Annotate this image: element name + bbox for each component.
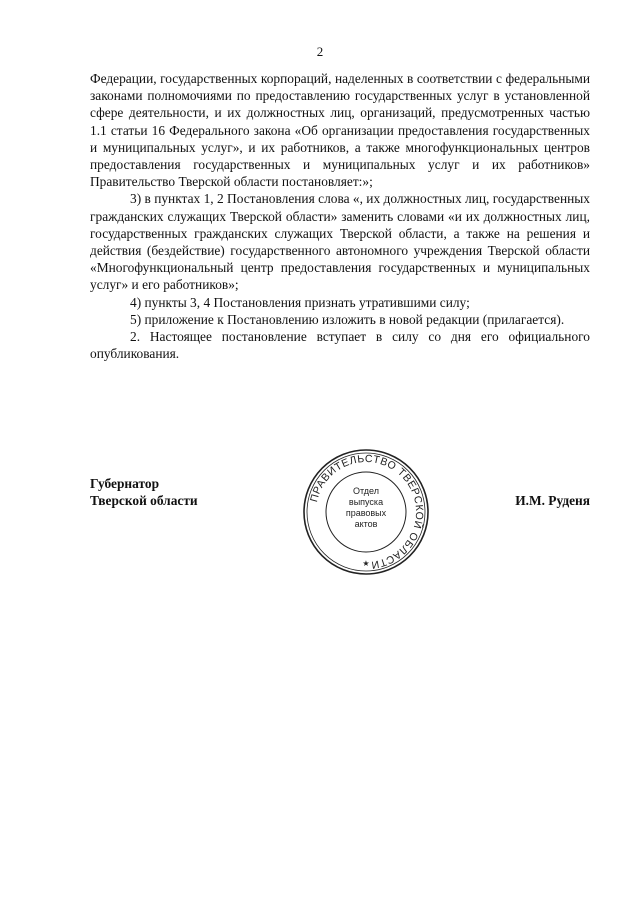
seal-center-line3: правовых xyxy=(345,508,387,518)
page-number: 2 xyxy=(316,44,324,59)
official-seal xyxy=(300,446,432,578)
paragraph-continuation: Федерации, государственных корпораций, наделенных в соответствии с федеральными законами полномочиями по предоставлению государственных услуг в установленной сфере деятельности, и их должностных лиц, организаций, предусмотренных частью 1.1 статьи 16 Федерального закона «Об организации предоставления государственных и муниципальных услуг», и их работников, а также многофункциональных центров предоставления государственных и муниципальных услуг и их работников» Правительство Тверской области постановляет:»; xyxy=(90,71,590,190)
svg-text:★: ★ xyxy=(362,559,370,568)
paragraph-item-3: 3) в пунктах 1, 2 Постановления слова «, их должностных лиц, государственных гражданских служащих Тверской области» заменить словами «и их должностных лиц, государственных гражданских служащих Тверской области, а также на решения и действия (бездействие) государственного автономного учреждения Тверской области «Многофункциональный центр предоставления государственных и муниципальных услуг» и его работников»; xyxy=(90,191,590,293)
signatory-title-line2: Тверской области xyxy=(90,493,198,509)
signatory-title-line1: Губернатор xyxy=(90,476,160,491)
signatory-title xyxy=(90,475,198,509)
seal-ring-text: ПРАВИТЕЛЬСТВО ТВЕРСКОЙ ОБЛАСТИ xyxy=(308,452,426,571)
seal-center-line1: Отдел xyxy=(352,486,380,496)
signatory-name: И.М. Руденя xyxy=(515,493,590,508)
seal-center-text xyxy=(300,486,432,530)
paragraph-item-4: 4) пункты 3, 4 Постановления признать утратившими силу; xyxy=(130,294,470,310)
seal-center-line2: выпуска xyxy=(348,497,384,507)
paragraph-clause-2: 2. Настоящее постановление вступает в силу со дня его официального опубликования. xyxy=(90,329,590,362)
document-body xyxy=(90,70,590,362)
seal-center-line4: актов xyxy=(354,519,378,529)
paragraph-item-5: 5) приложение к Постановлению изложить в новой редакции (прилагается). xyxy=(130,311,565,327)
